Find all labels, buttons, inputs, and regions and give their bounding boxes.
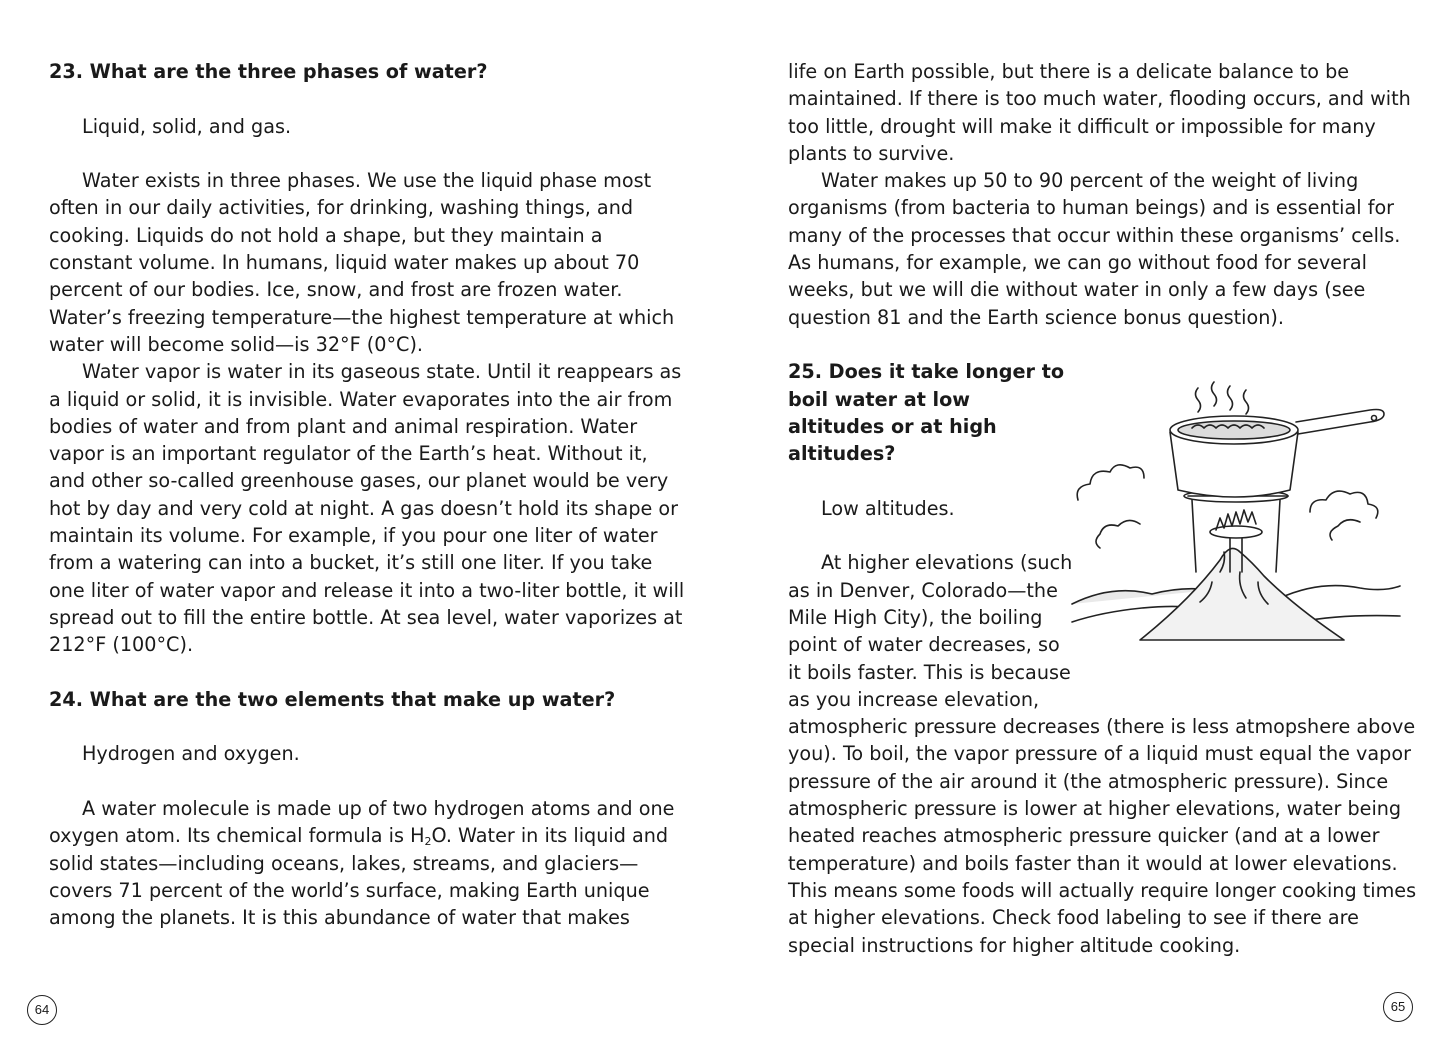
question-25-answer: Low altitudes. [821,496,955,520]
question-25-paragraph-full: atmospheric pressure decreases (there is less atmopshere above you). To boil, the vapor pressure of a liquid must equal the vapor pressure of the air around it (the atmospheric pressure). Since atmospheric pressure is lower at higher elevations, water being heated reaches atmospheric pressure quicker (and at a lower temperature) and boils faster than it would at lower elevations. This means some foods will actually require longer cooking times at higher elevations. Check food labeling to see if there are special instructions for higher altitude cooking. [788,715,1417,957]
formula-subscript: 2 [424,835,432,849]
page-number-65: 65 [1383,992,1413,1022]
question-23-paragraph-2: Water vapor is water in its gaseous state. Until it reappears as a liquid or solid, it is invisible. Water evaporates into the air from bodies of water and from plant and animal respiration. Water vapor is an important regulator of the Earth’s heat. Without it, and other so-called greenhouse gases, our planet would be very hot by day and very cold at night. A gas doesn’t hold its shape or maintain its volume. For example, if you pour one liter of water from a watering can into a bucket, it’s still one liter. If you take one liter of water vapor and release it into a two-liter bottle, it will spread out to fill the entire bottle. At sea level, water vaporizes at 212°F (100°C). [49,360,685,657]
page-number-64: 64 [27,995,57,1025]
question-24-continued-paragraph-2: Water makes up 50 to 90 percent of the weight of living organisms (from bacteria to human beings) and is essential for many of the processes that occur within these organisms’ cells. As humans, for example, we can go without food for several weeks, but we will die without water in only a few days (see question 81 and the Earth science bonus question). [788,169,1401,329]
left-page [0,0,722,1044]
right-page [722,0,1445,1044]
left-text-column [49,58,689,932]
question-23-answer: Liquid, solid, and gas. [82,114,292,138]
question-25-paragraph-wrapped: At higher elevations (such as in Denver, Colorado—the Mile High City), the boiling point of water decreases, so it boils faster. This is because as you increase elevation, [788,551,1073,711]
formula-text-before: A water molecule is made up of two hydrogen atoms and one oxygen atom. Its chemical formula is H [49,797,675,848]
question-23-heading: 23. What are the three phases of water? [49,60,488,83]
question-23-paragraph-1: Water exists in three phases. We use the liquid phase most often in our daily activities, for drinking, washing things, and cooking. Liquids do not hold a shape, but they maintain a constant volume. In humans, liquid water makes up about 70 percent of our bodies. Ice, snow, and frost are frozen water. Water’s freezing temperature—the highest temperature at which water will become solid—is 32°F (0°C). [49,169,675,356]
question-25-heading: 25. Does it take longer to boil water at low altitudes or at high altitudes? [788,360,1065,466]
question-24-continued-paragraph-1: life on Earth possible, but there is a delicate balance to be maintained. If there is too much water, flooding occurs, and with too little, drought will make it difficult or impossible for many plants to survive. [788,60,1411,165]
question-24-answer: Hydrogen and oxygen. [82,742,300,766]
formula-text-after: O. Water in its liquid and solid states—including oceans, lakes, streams, and glaciers—covers 71 percent of the world’s surface, making Earth unique among the planets. It is this abundance of water that makes [49,824,669,930]
question-24-heading: 24. What are the two elements that make up water? [49,687,616,711]
boiling-pot-on-mountain-illustration [1070,372,1402,647]
question-24-paragraph-1 [49,795,689,931]
